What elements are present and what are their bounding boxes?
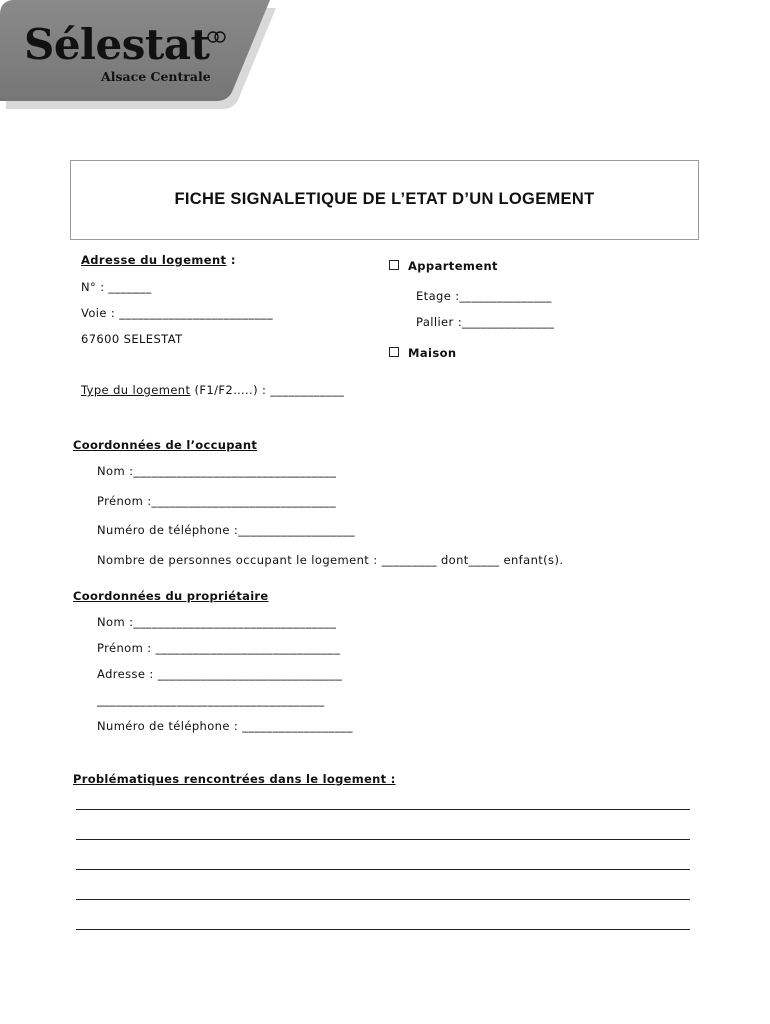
problems-heading: Problématiques rencontrées dans le logement : <box>73 772 396 786</box>
problems-line[interactable] <box>76 869 690 870</box>
occupant-phone-field[interactable]: Numéro de téléphone :___________________ <box>97 523 355 537</box>
owner-phone-field[interactable]: Numéro de téléphone : __________________ <box>97 719 353 733</box>
address-number-field[interactable]: N° : _______ <box>81 280 152 294</box>
housing-type-rest: (F1/F2…..) : ____________ <box>190 383 345 397</box>
logo-subtitle: Alsace Centrale <box>101 69 211 84</box>
occupant-last-name-field[interactable]: Nom :_________________________________ <box>97 464 337 478</box>
address-heading-colon: : <box>226 253 236 267</box>
owner-last-name-field[interactable]: Nom :_________________________________ <box>97 615 337 629</box>
address-heading: Adresse du logement <box>81 253 227 267</box>
owner-address-continued-field[interactable]: _____________________________________ <box>97 693 325 707</box>
housing-type-field[interactable] <box>81 383 344 397</box>
house-label: Maison <box>408 346 457 360</box>
selestat-logo <box>0 0 290 120</box>
address-city: 67600 SELESTAT <box>81 332 183 346</box>
problems-line[interactable] <box>76 839 690 840</box>
owner-address-field[interactable]: Adresse : ______________________________ <box>97 667 343 681</box>
problems-line[interactable] <box>76 809 690 810</box>
house-checkbox[interactable] <box>389 347 399 357</box>
address-street-field[interactable]: Voie : _________________________ <box>81 306 274 320</box>
title-box <box>70 160 699 240</box>
page-title: FICHE SIGNALETIQUE DE L’ETAT D’UN LOGEMENT <box>174 190 595 208</box>
apartment-label: Appartement <box>408 259 498 273</box>
owner-heading: Coordonnées du propriétaire <box>73 589 269 603</box>
logo-name: Sélestat <box>24 20 210 69</box>
address-heading-row <box>81 253 236 267</box>
occupant-heading: Coordonnées de l’occupant <box>73 438 258 452</box>
apartment-checkbox[interactable] <box>389 260 399 270</box>
landing-field[interactable]: Pallier :_______________ <box>416 315 555 329</box>
housing-type-label: Type du logement <box>81 383 191 397</box>
occupant-persons-field[interactable]: Nombre de personnes occupant le logement : _________ dont_____ enfant(s). <box>97 553 564 567</box>
occupant-first-name-field[interactable]: Prénom :______________________________ <box>97 494 337 508</box>
owner-first-name-field[interactable]: Prénom : ______________________________ <box>97 641 341 655</box>
problems-line[interactable] <box>76 899 690 900</box>
floor-field[interactable]: Etage :_______________ <box>416 289 552 303</box>
problems-line[interactable] <box>76 929 690 930</box>
